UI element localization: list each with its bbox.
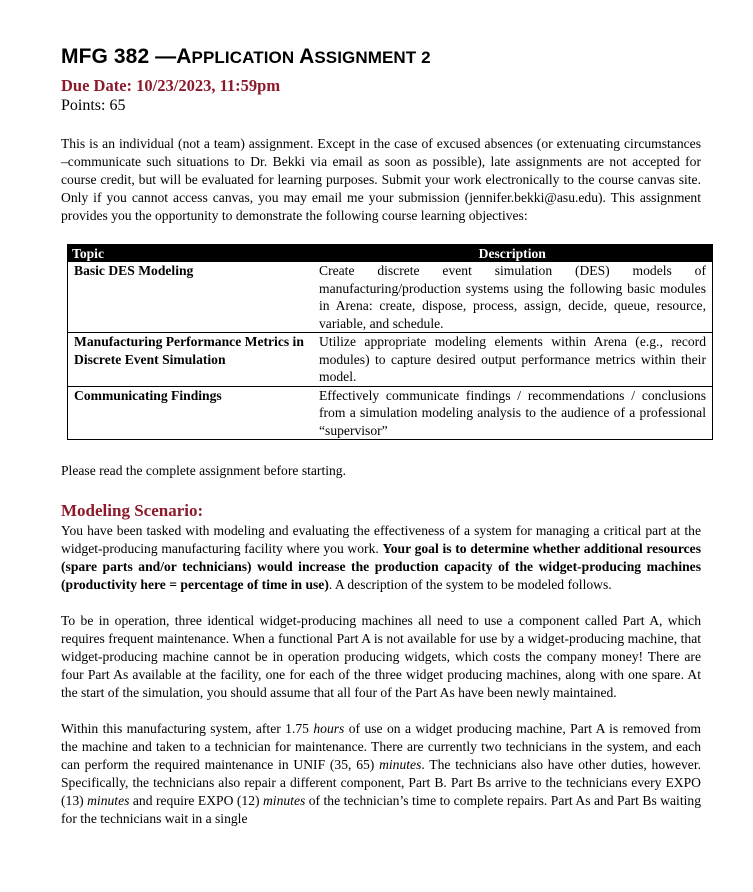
p1-text-a: You have been tasked with modeling and evaluating the effectiveness of a system for managing a critical part at the widget-producing manufacturing facility where you work. bbox=[61, 523, 701, 556]
p3-italic-minutes-1: minutes bbox=[379, 757, 422, 772]
title-word-assignment: SSIGNMENT 2 bbox=[314, 48, 431, 67]
title-letter-a2: A bbox=[299, 45, 315, 68]
p1-text-b: . A description of the system to be modeled follows. bbox=[328, 577, 612, 592]
scenario-paragraph-1 bbox=[61, 522, 701, 594]
row-topic: Basic DES Modeling bbox=[68, 262, 313, 333]
title-dash: — bbox=[149, 45, 177, 68]
row-description: Effectively communicate findings / recommendations / conclusions from a simulation modeling analysis to the audience of a professional “supervisor” bbox=[313, 386, 713, 440]
p1-goal-bold: Your goal is to determine whether additional resources (spare parts and/or technicians) would increase the production capacity of the widget-producing machines (productivity here = percentage of time in use) bbox=[61, 541, 702, 592]
page-title bbox=[61, 44, 701, 71]
read-note: Please read the complete assignment before starting. bbox=[61, 463, 346, 478]
p3-text-e: of the technician’s time to complete repairs. Part As and Part Bs waiting for the technicians wait in a single bbox=[61, 793, 701, 826]
intro-paragraph: This is an individual (not a team) assignment. Except in the case of excused absences (or extenuating circumstances –communicate such situations to Dr. Bekki via email as soon as possible), late assignments are not accepted for course credit, but will be evaluated for learning purposes. Submit your work electronically to the course canvas site. Only if you cannot access canvas, you may email me your submission (jennifer.bekki@asu.edu). This assignment provides you the opportunity to demonstrate the following course learning objectives: bbox=[61, 136, 701, 223]
header-topic: Topic bbox=[68, 245, 313, 263]
p3-italic-hours: hours bbox=[313, 721, 345, 736]
table-row bbox=[68, 333, 713, 387]
learning-objectives-table bbox=[67, 244, 713, 440]
table-header-row bbox=[68, 245, 713, 263]
points: Points: 65 bbox=[61, 97, 126, 114]
p3-text-a: Within this manufacturing system, after 1.75 bbox=[61, 721, 314, 736]
table-row bbox=[68, 262, 713, 333]
scenario-paragraph-3 bbox=[61, 720, 701, 828]
title-word-application: PPLICATION bbox=[191, 48, 300, 67]
scenario-heading: Modeling Scenario: bbox=[61, 501, 204, 520]
table-row bbox=[68, 386, 713, 440]
row-description: Utilize appropriate modeling elements within Arena (e.g., record modules) to capture desired output performance metrics within their model. bbox=[313, 333, 713, 387]
document-page bbox=[61, 44, 706, 828]
row-description: Create discrete event simulation (DES) models of manufacturing/production systems using the following basic modules in Arena: create, dispose, process, assign, decide, queue, resource, variable, and schedule. bbox=[313, 262, 713, 333]
p3-text-c: . The technicians also have other duties, however. Specifically, the technicians also repair a different component, Part B. Part Bs arrive to the technicians every EXPO (13) bbox=[61, 757, 701, 808]
scenario-paragraph-2: To be in operation, three identical widget-producing machines all need to use a component called Part A, which requires frequent maintenance. When a functional Part A is not available for use by a widget-producing machine, that widget-producing machine cannot be in operation producing widgets, which costs the company money! There are four Part As available at the facility, one for each of the three widget producing machines, along with one spare. At the start of the simulation, you should assume that all four of the Part As have been newly maintained. bbox=[61, 613, 701, 700]
p3-text-b: of use on a widget producing machine, Part A is removed from the machine and taken to a technician for maintenance. There are currently two technicians in the system, and each can perform the required maintenance in UNIF (35, 65) bbox=[61, 721, 701, 772]
row-topic: Communicating Findings bbox=[68, 386, 313, 440]
p3-italic-minutes-3: minutes bbox=[262, 793, 306, 808]
row-topic: Manufacturing Performance Metrics in Discrete Event Simulation bbox=[68, 333, 313, 387]
title-letter-a1: A bbox=[176, 45, 192, 68]
p3-text-d: and require EXPO (12) bbox=[129, 793, 263, 808]
p3-italic-minutes-2: minutes bbox=[87, 793, 130, 808]
due-date: Due Date: 10/23/2023, 11:59pm bbox=[61, 76, 281, 95]
header-description: Description bbox=[313, 245, 713, 263]
course-code: MFG 382 bbox=[61, 45, 150, 68]
